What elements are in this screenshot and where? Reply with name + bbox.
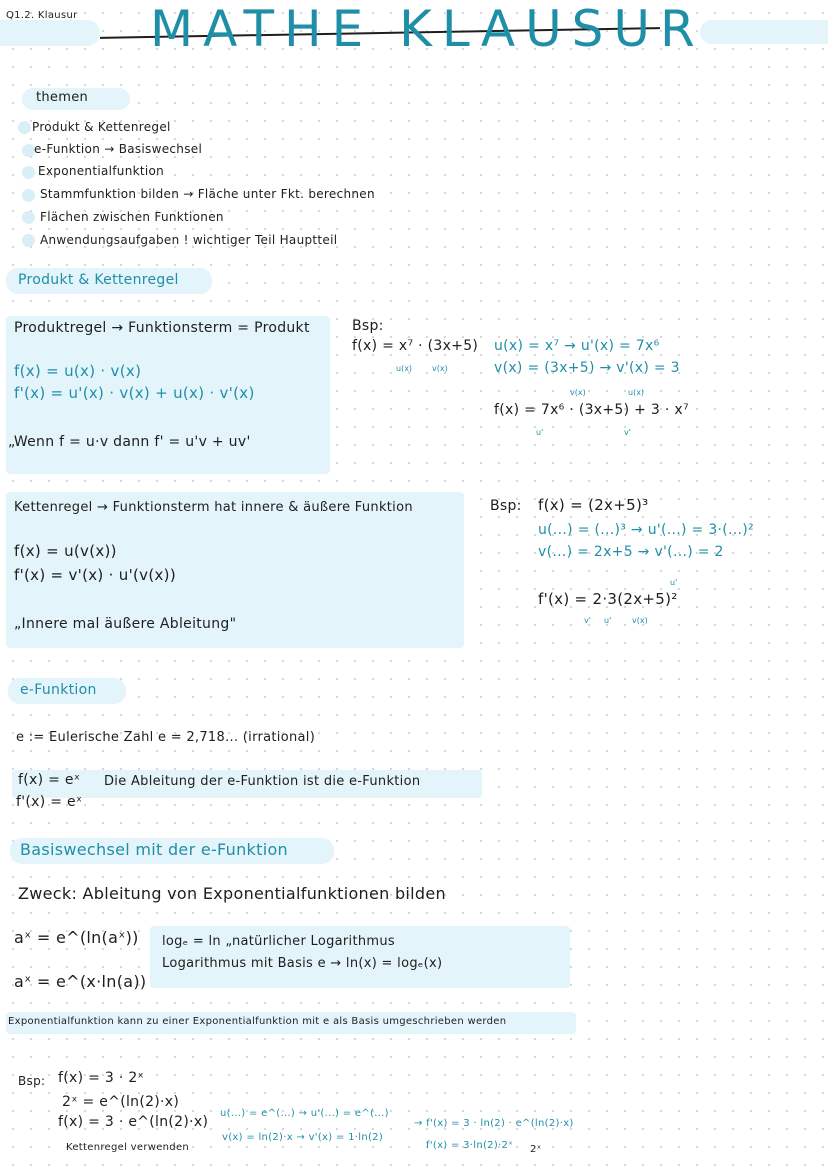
- themen-item: Flächen zwischen Funktionen: [40, 210, 224, 224]
- header-label: Q1.2. Klausur: [6, 10, 78, 21]
- produkt-result: f(x) = 7x⁶ · (3x+5) + 3 · x⁷: [494, 402, 689, 418]
- efunk-note: Die Ableitung der e-Funktion ist die e-Funktion: [104, 774, 421, 789]
- basis-heading: Basiswechsel mit der e-Funktion: [20, 840, 288, 859]
- themen-item: e-Funktion → Basiswechsel: [34, 142, 203, 156]
- basis-r2b: 2ˣ: [530, 1144, 542, 1155]
- basis-b4: Kettenregel verwenden: [66, 1142, 190, 1153]
- basis-b1: f(x) = 3 · 2ˣ: [58, 1070, 145, 1086]
- produktregel-fprime: f'(x) = u'(x) · v(x) + u(x) · v'(x): [14, 384, 255, 402]
- themen-item: Produkt & Kettenregel: [32, 120, 171, 134]
- efunk-euler: e := Eulerische Zahl e = 2,718... (irrational): [16, 730, 316, 745]
- kette-v-line: v(...) = 2x+5 → v'(...) = 2: [538, 544, 724, 560]
- basis-bsp-label: Bsp:: [18, 1074, 46, 1088]
- page-title: MATHE KLAUSUR: [150, 0, 705, 58]
- header-label-highlight: [0, 20, 100, 46]
- kettenregel-fprime: f'(x) = v'(x) · u'(v(x)): [14, 566, 176, 584]
- produkt-bsp-f: f(x) = x⁷ · (3x+5): [352, 338, 479, 354]
- basis-zweck: Zweck: Ableitung von Exponentialfunktionen bilden: [18, 884, 446, 903]
- kettenregel-rule: Kettenregel → Funktionsterm hat innere & äußere Funktion: [14, 500, 413, 515]
- basis-r2: f'(x) = 3·ln(2)·2ˣ: [426, 1140, 513, 1151]
- kette-u-line: u(...) = (...)³ → u'(...) = 3·(...)²: [538, 522, 754, 538]
- efunk-fprime: f'(x) = eˣ: [16, 794, 83, 810]
- basis-u-line: u(...) = e^(...) → u'(...) = e^(...): [220, 1108, 389, 1119]
- basis-note: Exponentialfunktion kann zu einer Exponentialfunktion mit e als Basis umgeschrieben werden: [8, 1016, 507, 1027]
- produktregel-rule: Produktregel → Funktionsterm = Produkt: [14, 320, 310, 336]
- produkt-bsp-ux: u(x): [396, 364, 413, 373]
- produktregel-f: f(x) = u(x) · v(x): [14, 362, 142, 380]
- produkt-res-ux: u(x): [628, 388, 645, 397]
- basis-eq1: aˣ = e^(ln(aˣ)): [14, 928, 139, 947]
- bullet-icon: [22, 211, 35, 224]
- efunk-f: f(x) = eˣ: [18, 772, 81, 788]
- produkt-u-line: u(x) = x⁷ → u'(x) = 7x⁶: [494, 338, 660, 354]
- kettenregel-merksatz: „Innere mal äußere Ableitung": [14, 616, 237, 632]
- produkt-heading: Produkt & Kettenregel: [18, 272, 179, 288]
- kette-res-vx: v(x): [632, 616, 648, 625]
- basis-b2: 2ˣ = e^(ln(2)·x): [62, 1094, 180, 1110]
- bullet-icon: [22, 234, 35, 247]
- produkt-res-u1: u': [536, 428, 544, 437]
- bullet-icon: [22, 166, 35, 179]
- themen-heading: themen: [36, 90, 89, 105]
- themen-item: Stammfunktion bilden → Fläche unter Fkt. berechnen: [40, 187, 375, 201]
- kette-bsp-f: f(x) = (2x+5)³: [538, 496, 649, 514]
- basis-v-line: v(x) = ln(2)·x → v'(x) = 1·ln(2): [222, 1132, 384, 1143]
- basis-log2: Logarithmus mit Basis e → ln(x) = logₑ(x): [162, 956, 443, 971]
- themen-item: Anwendungsaufgaben ! wichtiger Teil Hauptteil: [40, 233, 338, 247]
- bullet-icon: [18, 121, 31, 134]
- kette-res-u1: u': [604, 616, 612, 625]
- produkt-bsp-vx: v(x): [432, 364, 448, 373]
- produkt-res-vx: v(x): [570, 388, 586, 397]
- bullet-icon: [22, 189, 35, 202]
- basis-b3: f(x) = 3 · e^(ln(2)·x): [58, 1114, 209, 1130]
- kette-res-v1: v': [584, 616, 591, 625]
- efunk-heading: e-Funktion: [20, 682, 97, 698]
- basis-r1: → f'(x) = 3 · ln(2) · e^(ln(2)·x): [414, 1118, 574, 1129]
- basis-log1: logₑ = ln „natürlicher Logarithmus: [162, 934, 395, 949]
- produktregel-merksatz: „Wenn f = u·v dann f' = u'v + uv': [8, 434, 251, 450]
- kette-res-u-top: u': [670, 578, 678, 587]
- kettenregel-f: f(x) = u(v(x)): [14, 542, 117, 560]
- kette-result: f'(x) = 2·3(2x+5)²: [538, 590, 678, 608]
- themen-item: Exponentialfunktion: [38, 164, 165, 178]
- produkt-v-line: v(x) = (3x+5) → v'(x) = 3: [494, 360, 680, 376]
- basis-eq2: aˣ = e^(x·ln(a)): [14, 972, 147, 991]
- produkt-res-v1: v': [624, 428, 631, 437]
- header-right-highlight: [700, 20, 828, 44]
- produkt-bsp-label: Bsp:: [352, 318, 384, 334]
- kette-bsp-label: Bsp:: [490, 498, 522, 514]
